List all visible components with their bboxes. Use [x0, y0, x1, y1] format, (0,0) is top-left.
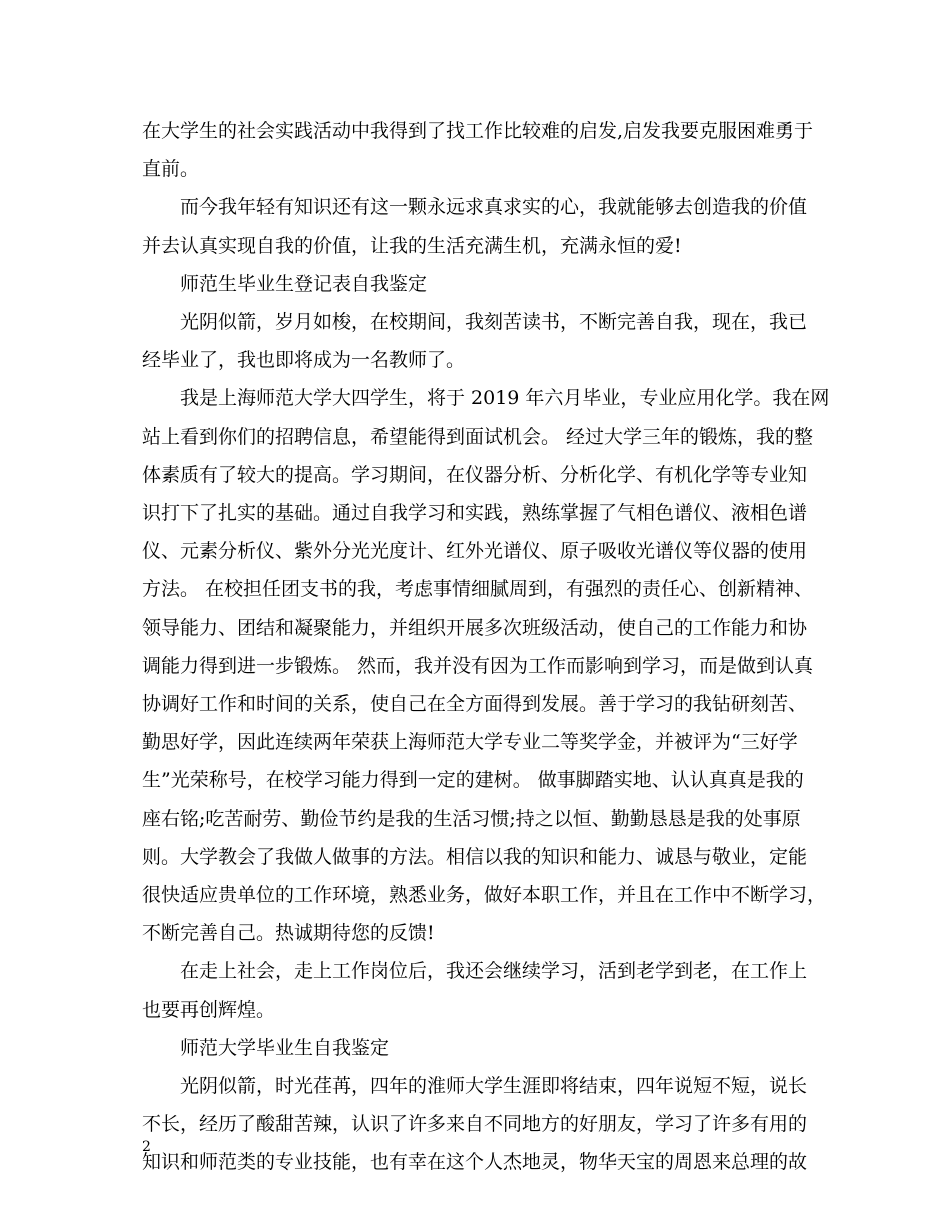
- text-line: 方法。 在校担任团支书的我，考虑事情细腻周到，有强烈的责任心、创新精神、: [142, 578, 814, 601]
- text-line: 则。大学教会了我做人做事的方法。相信以我的知识和能力、诚恳与敬业，定能: [142, 845, 808, 868]
- text-line: 站上看到你们的招聘信息，希望能得到面试机会。 经过大学三年的锻炼，我的整: [142, 425, 814, 448]
- text-line: 师范生毕业生登记表自我鉴定: [180, 272, 428, 295]
- text-line: 协调好工作和时间的关系，使自己在全方面得到发展。善于学习的我钻研刻苦、: [142, 693, 808, 715]
- text-line: 我是上海师范大学大四学生，将于 2019 年六月毕业，专业应用化学。我在网: [180, 387, 830, 410]
- text-line: 经毕业了，我也即将成为一名教师了。: [142, 349, 466, 372]
- text-line: 并去认真实现自我的价值，让我的生活充满生机，充满永恒的爱!: [142, 234, 682, 257]
- text-line: 光阴似箭，时光荏苒，四年的淮师大学生涯即将结束，四年说短不短，说长: [180, 1075, 808, 1097]
- page-number: 2: [142, 1139, 151, 1155]
- text-line: 很快适应贵单位的工作环境，熟悉业务，做好本职工作，并且在工作中不断学习，: [142, 884, 827, 906]
- text-line: 识打下了扎实的基础。通过自我学习和实践，熟练掌握了气相色谱仪、液相色谱: [142, 502, 808, 524]
- text-line: 光阴似箭，岁月如梭，在校期间，我刻苦读书，不断完善自我，现在，我已: [180, 311, 808, 333]
- text-line: 在大学生的社会实践活动中我得到了找工作比较难的启发,启发我要克服困难勇于: [142, 120, 814, 142]
- text-line: 调能力得到进一步锻炼。 然而，我并没有因为工作而影响到学习，而是做到认真: [142, 654, 814, 677]
- text-line: 直前。: [142, 158, 200, 181]
- text-line: 座右铭;吃苦耐劳、勤俭节约是我的生活习惯;持之以恒、勤勤恳恳是我的处事原: [142, 807, 801, 830]
- text-line: 也要再创辉煌。: [142, 998, 276, 1021]
- text-line: 而今我年轻有知识还有这一颗永远求真求实的心，我就能够去创造我的价值: [180, 196, 808, 219]
- text-line: 仪、元素分析仪、紫外分光光度计、红外光谱仪、原子吸收光谱仪等仪器的使用: [142, 540, 808, 563]
- text-line: 勤思好学，因此连续两年荣获上海师范大学专业二等奖学金，并被评为“三好学: [142, 731, 798, 754]
- text-line: 体素质有了较大的提高。学习期间，在仪器分析、分析化学、有机化学等专业知: [142, 463, 808, 486]
- text-line: 不长，经历了酸甜苦辣，认识了许多来自不同地方的好朋友，学习了许多有用的: [142, 1113, 808, 1136]
- text-line: 生”光荣称号，在校学习能力得到一定的建树。 做事脚踏实地、认认真真是我的: [142, 769, 804, 792]
- text-line: 知识和师范类的专业技能，也有幸在这个人杰地灵，物华天宝的周恩来总理的故: [142, 1151, 808, 1174]
- text-line: 领导能力、团结和凝聚能力，并组织开展多次班级活动，使自己的工作能力和协: [142, 616, 808, 639]
- text-line: 不断完善自己。热诚期待您的反馈!: [142, 922, 435, 945]
- text-line: 师范大学毕业生自我鉴定: [180, 1036, 390, 1059]
- text-line: 在走上社会，走上工作岗位后，我还会继续学习，活到老学到老，在工作上: [180, 960, 808, 983]
